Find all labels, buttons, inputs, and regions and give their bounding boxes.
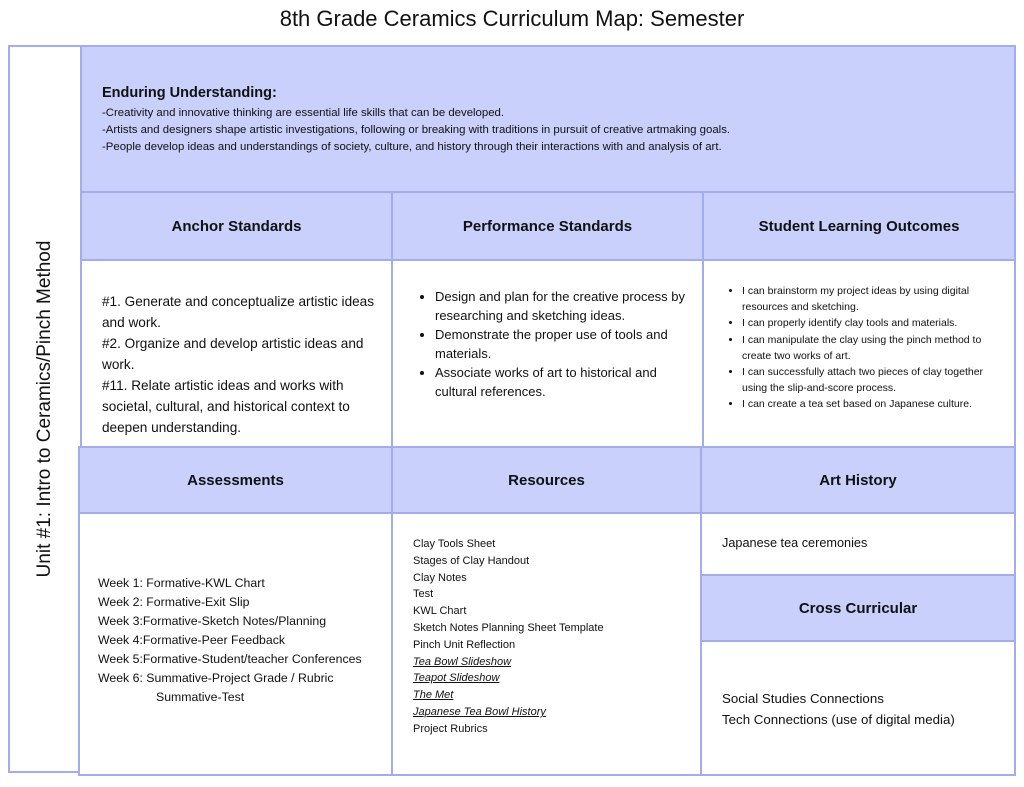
anchor-standard: #1. Generate and conceptualize artistic ideas and work. <box>102 294 375 330</box>
resource-item: Stages of Clay Handout <box>413 554 530 567</box>
art-history-text: Japanese tea ceremonies <box>722 536 868 550</box>
learning-outcomes-cell <box>702 259 1016 448</box>
unit-side-cell <box>8 45 82 773</box>
resource-item: Clay Notes <box>413 571 467 584</box>
resources-header: Resources <box>391 446 702 514</box>
performance-list <box>393 261 702 401</box>
enduring-line: -Creativity and innovative thinking are essential life skills that can be developed. <box>102 107 505 119</box>
outcome-item: • I can brainstorm my project ideas by using digital resources and sketching. <box>742 283 1004 315</box>
outcome-item: • I can manipulate the clay using the pinch method to create two works of art. <box>742 332 1004 364</box>
outcomes-list <box>704 261 1014 413</box>
cross-curricular-item: Tech Connections (use of digital media) <box>722 712 955 727</box>
assessments-cell <box>78 512 393 776</box>
assessment-item: Week 1: Formative-KWL Chart <box>98 576 265 590</box>
resources-cell <box>391 512 702 776</box>
resource-link[interactable]: Teapot Slideshow <box>413 672 500 685</box>
cross-curricular-item: Social Studies Connections <box>722 691 884 706</box>
cross-curricular-cell <box>700 640 1016 776</box>
enduring-line: -Artists and designers shape artistic investigations, following or breaking with traditions in pursuit of creative artmaking goals. <box>102 124 731 136</box>
anchor-header: Anchor Standards <box>80 191 393 261</box>
resource-item: Clay Tools Sheet <box>413 538 496 550</box>
assessments-header: Assessments <box>78 446 393 514</box>
resource-item: Test <box>413 588 434 601</box>
anchor-standard: #2. Organize and develop artistic ideas and work. <box>102 336 364 372</box>
resource-link[interactable]: Tea Bowl Slideshow <box>413 655 512 668</box>
anchor-standards-cell <box>80 259 393 448</box>
performance-item: • Design and plan for the creative process by researching and sketching ideas. <box>435 287 688 325</box>
enduring-understanding <box>80 45 1016 193</box>
assessment-item: Week 4:Formative-Peer Feedback <box>98 633 286 647</box>
assessment-item: Week 3:Formative-Sketch Notes/Planning <box>98 614 327 628</box>
performance-item: • Demonstrate the proper use of tools and materials. <box>435 325 688 363</box>
performance-standards-cell <box>391 259 704 448</box>
assessment-item: Summative-Test <box>156 690 245 704</box>
assessment-item: Week 5:Formative-Student/teacher Conferences <box>98 652 362 666</box>
enduring-heading: Enduring Understanding: <box>102 85 277 101</box>
anchor-standard: #11. Relate artistic ideas and works with societal, cultural, and historical context to deepen understanding. <box>102 378 350 435</box>
resource-item: Sketch Notes Planning Sheet Template <box>413 621 604 634</box>
page-title: 8th Grade Ceramics Curriculum Map: Semester <box>279 6 745 31</box>
resource-item: Pinch Unit Reflection <box>413 638 516 651</box>
resources-list <box>393 514 700 738</box>
assessment-item: Week 6: Summative-Project Grade / Rubric <box>98 671 334 685</box>
outcome-item: • I can create a tea set based on Japanese culture. <box>742 396 1004 412</box>
performance-item: • Associate works of art to historical and cultural references. <box>435 363 688 401</box>
outcomes-header: Student Learning Outcomes <box>702 191 1016 261</box>
outcome-item: • I can properly identify clay tools and materials. <box>742 315 1004 331</box>
cross-curricular-header: Cross Curricular <box>700 574 1016 642</box>
assessment-item: Week 2: Formative-Exit Slip <box>98 595 250 609</box>
unit-label: Unit #1: Intro to Ceramics/Pinch Method <box>34 240 55 578</box>
performance-header: Performance Standards <box>391 191 704 261</box>
art-history-cell <box>700 512 1016 576</box>
outcome-item: • I can successfully attach two pieces of clay together using the slip-and-score process. <box>742 364 1004 396</box>
resource-item: Project Rubrics <box>413 722 488 735</box>
enduring-line: -People develop ideas and understandings of society, culture, and history through their interactions with and analysis of art. <box>102 141 722 153</box>
art-history-header: Art History <box>700 446 1016 514</box>
resource-link[interactable]: Japanese Tea Bowl History <box>413 705 546 718</box>
resource-item: KWL Chart <box>413 605 467 618</box>
resource-link[interactable]: The Met <box>413 689 454 702</box>
